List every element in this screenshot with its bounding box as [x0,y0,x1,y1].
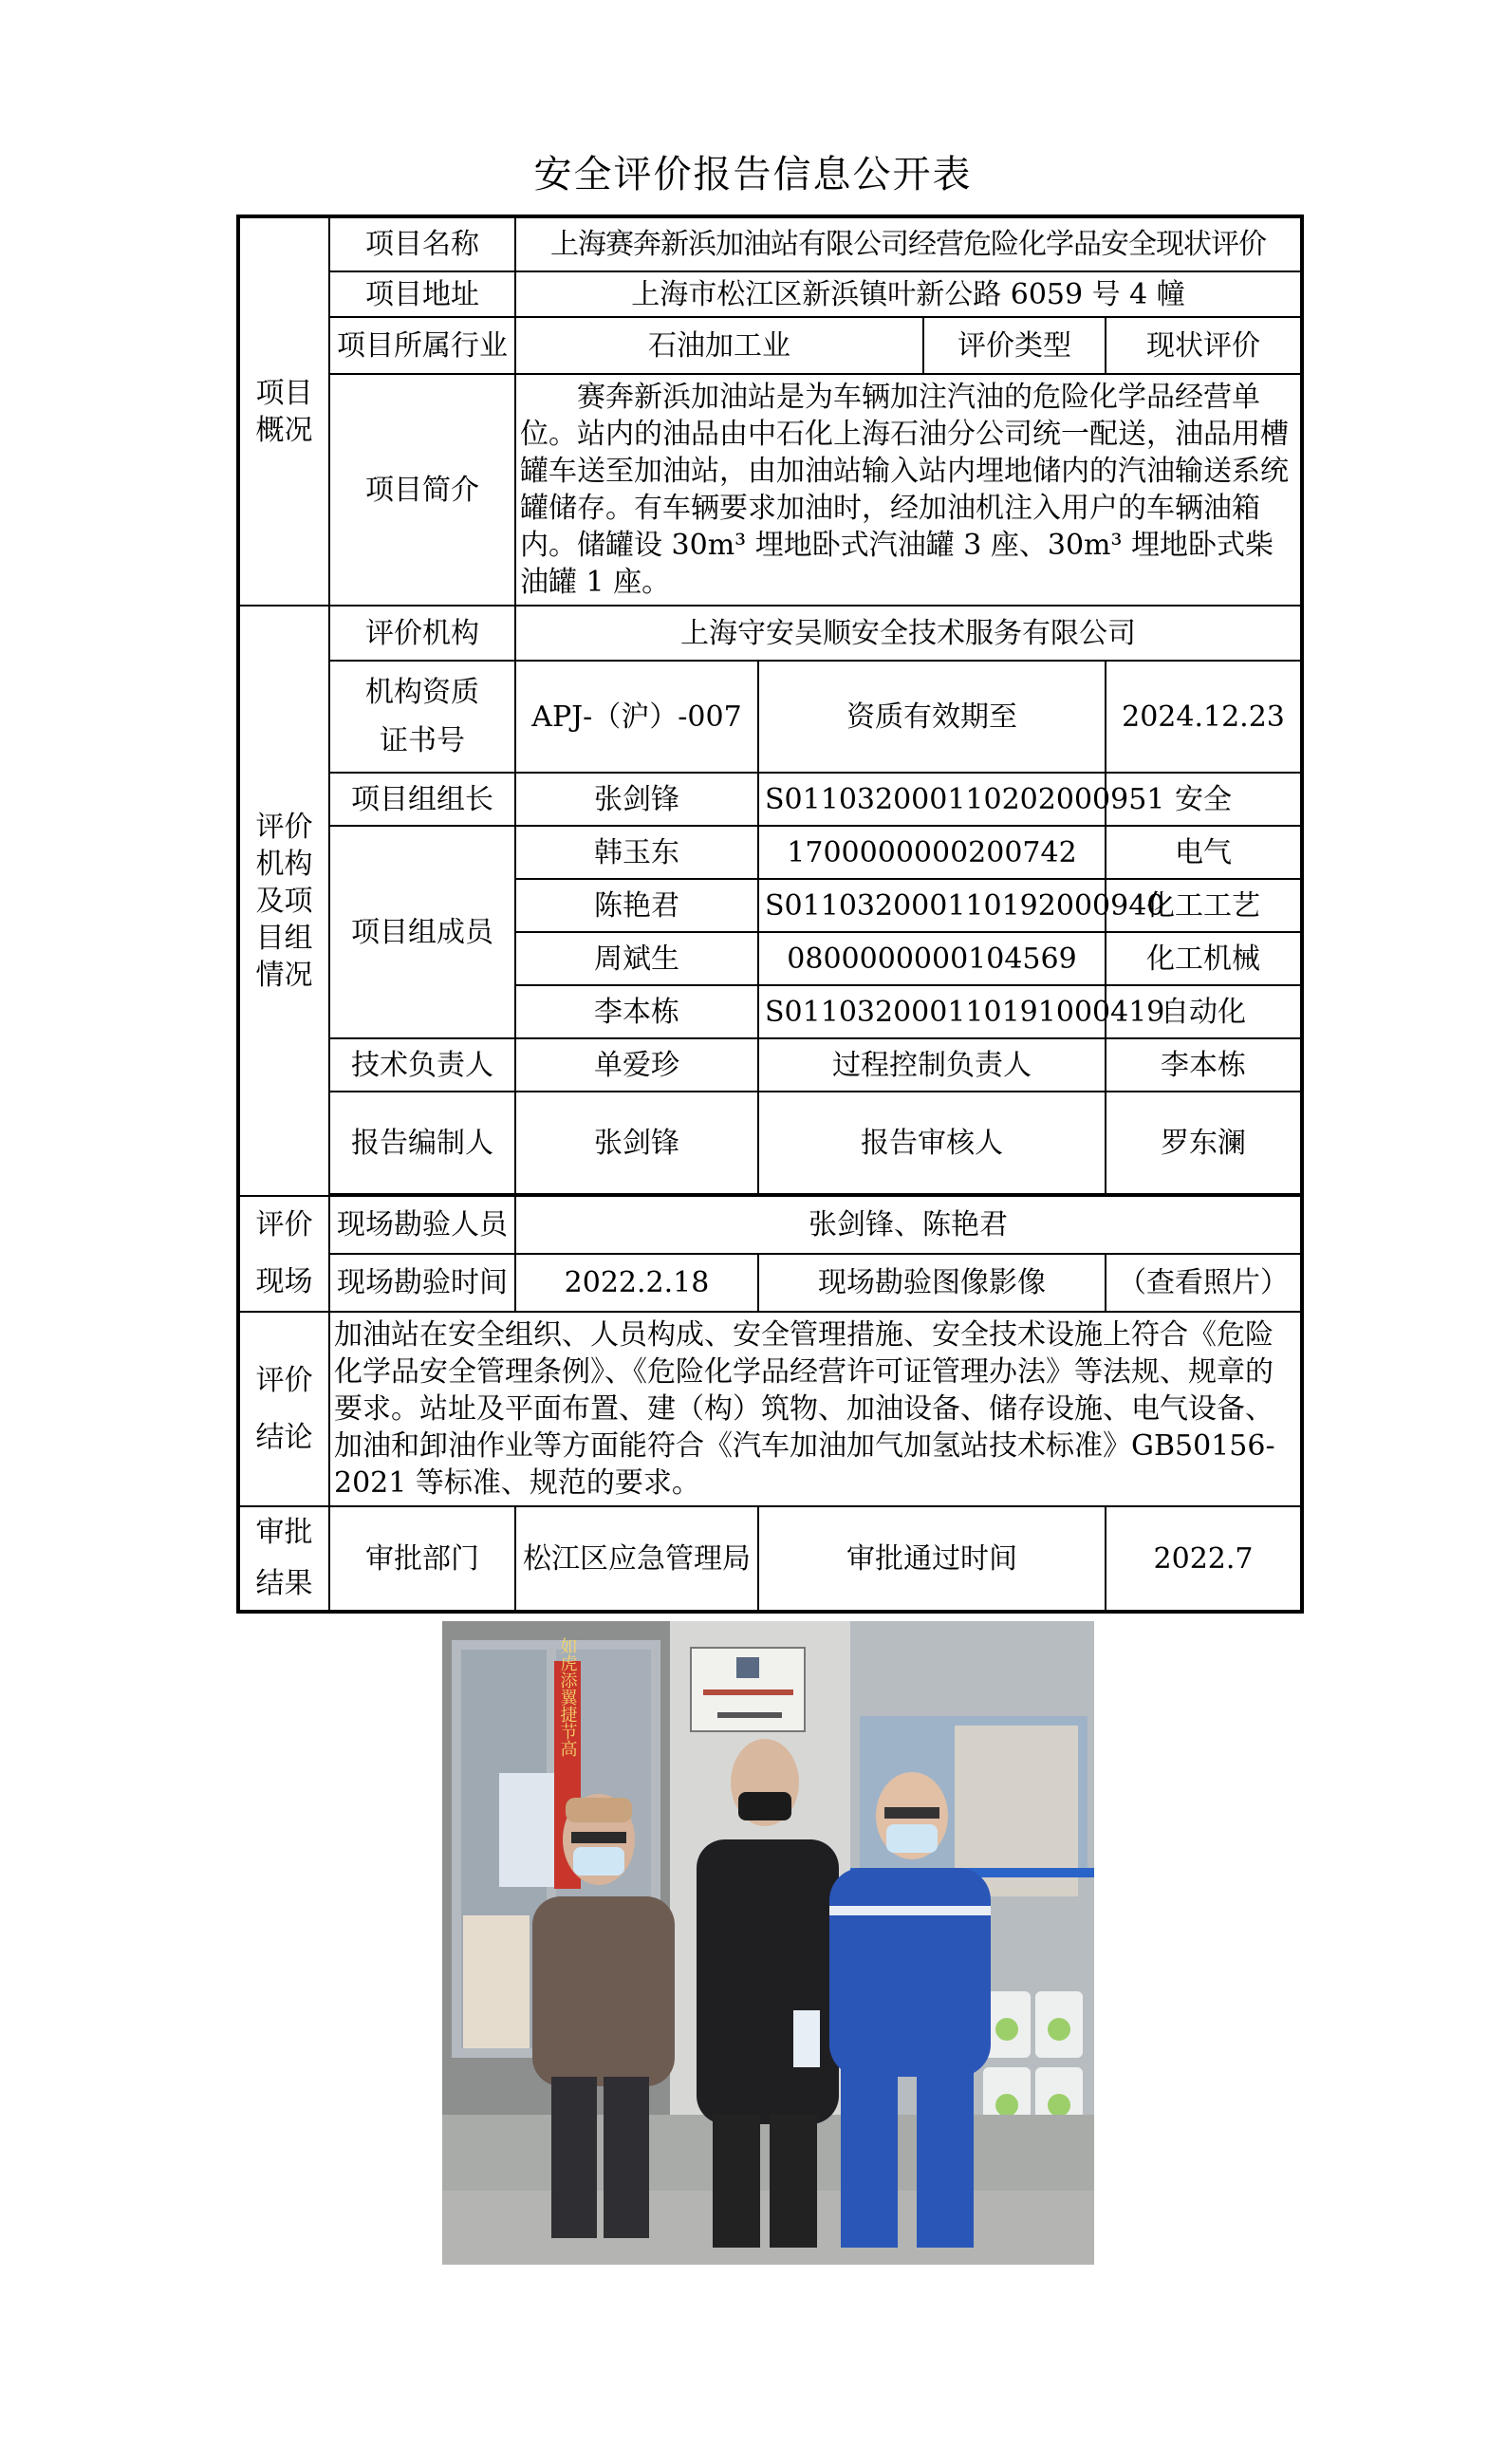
project-name-label: 项目名称 [329,216,515,271]
disclosure-table [236,215,1304,1614]
cert-label: 机构资质 证书号 [329,661,515,773]
cert-value: APJ-（沪）-007 [515,661,758,773]
member-name: 周斌生 [515,932,758,985]
project-name-value: 上海赛奔新浜加油站有限公司经营危险化学品安全现状评价 [515,216,1302,271]
project-address-value: 上海市松江区新浜镇叶新公路 6059 号 4 幢 [515,271,1302,317]
valid-label: 资质有效期至 [758,661,1106,773]
section-approval-label: 审批 结果 [238,1506,329,1612]
author-value: 张剑锋 [515,1092,758,1194]
leader-name: 张剑锋 [515,773,758,826]
member-name: 陈艳君 [515,879,758,932]
member-cert: S011032000110191000419 [758,985,1106,1038]
site-inspection-photo [442,1621,1094,2265]
industry-value [515,317,1106,374]
agency-label: 评价机构 [329,606,515,661]
process-lead-value: 李本栋 [1106,1038,1302,1092]
intro-text [515,374,1302,606]
reviewer-value: 罗东澜 [1106,1092,1302,1194]
member-name: 李本栋 [515,985,758,1038]
leader-label: 项目组组长 [329,773,515,826]
agency-value: 上海守安吴顺安全技术服务有限公司 [515,606,1302,661]
member-field: 电气 [1106,826,1302,879]
page-title: 安全评价报告信息公开表 [533,153,973,196]
approval-dept-value: 松江区应急管理局 [515,1506,758,1612]
reviewer-label: 报告审核人 [758,1092,1106,1194]
site-staff-value: 张剑锋、陈艳君 [515,1196,1302,1254]
banner-text: 如虎添翼捷节高 [557,1637,578,1757]
eval-type-label: 评价类型 [958,328,1071,363]
industry-text: 石油加工业 [516,318,924,373]
approval-dept-label: 审批部门 [329,1506,515,1612]
site-time-value: 2022.2.18 [515,1254,758,1312]
valid-value: 2024.12.23 [1106,661,1302,773]
site-image-label: 现场勘验图像影像 [758,1254,1106,1312]
intro-label: 项目简介 [329,374,515,606]
leader-field: 安全 [1106,773,1302,826]
tech-lead-value: 单爱珍 [515,1038,758,1092]
project-address-label: 项目地址 [329,271,515,317]
section-conclusion-label: 评价 结论 [238,1312,329,1506]
member-cert: 0800000000104569 [758,932,1106,985]
member-cert: 1700000000200742 [758,826,1106,879]
section-agency-label: 评价 机构 及项 目组 情况 [238,606,329,1196]
member-field: 自动化 [1106,985,1302,1038]
member-name: 韩玉东 [515,826,758,879]
member-field: 化工工艺 [1106,879,1302,932]
section-site-label: 评价 现场 [238,1196,329,1312]
site-time-label: 现场勘验时间 [329,1254,515,1312]
approval-time-value: 2022.7 [1106,1506,1302,1612]
author-label: 报告编制人 [329,1092,515,1194]
members-label: 项目组成员 [329,826,515,1038]
member-field: 化工机械 [1106,932,1302,985]
section-overview-label: 项目 概况 [238,216,329,606]
site-staff-label: 现场勘验人员 [329,1196,515,1254]
tech-lead-label: 技术负责人 [329,1038,515,1092]
site-image-link[interactable]: （查看照片） [1106,1254,1302,1312]
leader-cert: S011032000110202000951 [758,773,1106,826]
industry-label: 项目所属行业 [329,317,515,374]
intro-text-content: 赛奔新浜加油站是为车辆加注汽油的危险化学品经营单位。站内的油品由中石化上海石油分公司统一配送，油品用槽罐车送至加油站，由加油站输入站内埋地储内的汽油输送系统罐储存。有车辆要求加油时，经加油机注入用户的车辆油箱内。储罐设 30m³ 埋地卧式汽油罐 3 座、30m³ 埋地卧式柴油罐 1 座。 [520,381,1289,599]
member-cert: S011032000110192000940 [758,879,1106,932]
conclusion-text: 加油站在安全组织、人员构成、安全管理措施、安全技术设施上符合《危险化学品安全管理条例》、《危险化学品经营许可证管理办法》等法规、规章的要求。站址及平面布置、建（构）筑物、加油设备、储存设施、电气设备、加油和卸油作业等方面能符合《汽车加油加气加氢站技术标准》GB50156-2021 等标准、规范的要求。 [329,1312,1302,1506]
process-lead-label: 过程控制负责人 [758,1038,1106,1092]
approval-time-label: 审批通过时间 [758,1506,1106,1612]
eval-type-value: 现状评价 [1106,317,1302,374]
